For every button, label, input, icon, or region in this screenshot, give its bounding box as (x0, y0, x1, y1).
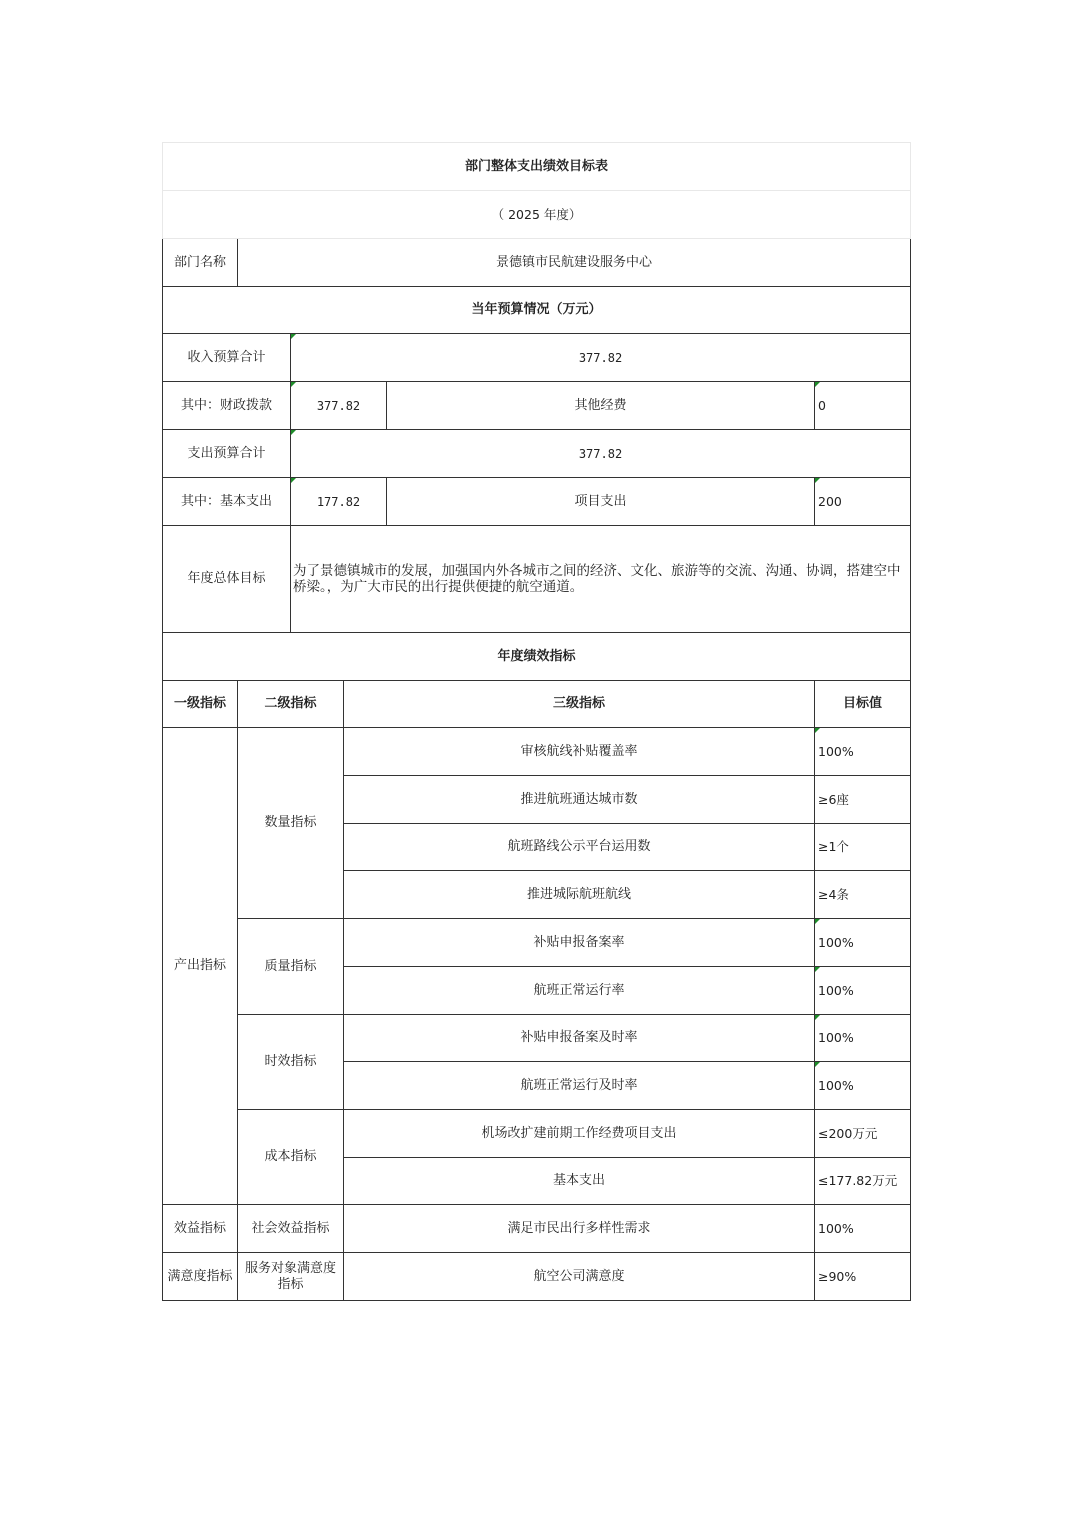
indicator-name: 满足市民出行多样性需求 (344, 1205, 815, 1253)
quality-indicator-label: 质量指标 (238, 919, 344, 1015)
indicator-value: 100% (815, 919, 911, 967)
social-benefit-indicator-label: 社会效益指标 (238, 1205, 344, 1253)
project-expense-label: 项目支出 (387, 478, 815, 526)
table-title: 部门整体支出绩效目标表 (163, 143, 911, 191)
indicator-value: 100% (815, 1062, 911, 1110)
quantity-indicator-label: 数量指标 (238, 728, 344, 919)
year-label: （ 2025 年度） (163, 191, 911, 239)
timeliness-indicator-label: 时效指标 (238, 1015, 344, 1110)
budget-section-title: 当年预算情况（万元） (163, 287, 911, 334)
project-expense-value: 200 (815, 478, 911, 526)
indicator-value: 100% (815, 1015, 911, 1062)
annual-goal-text: 为了景德镇城市的发展，加强国内外各城市之间的经济、文化、旅游等的交流、沟通、协调，搭建空中桥梁。，为广大市民的出行提供便捷的航空通道。 (291, 526, 911, 633)
indicator-name: 补贴申报备案及时率 (344, 1015, 815, 1062)
expense-total-label: 支出预算合计 (163, 430, 291, 478)
indicator-name: 航班正常运行及时率 (344, 1062, 815, 1110)
income-total-label: 收入预算合计 (163, 334, 291, 382)
indicator-value: ≥6座 (815, 776, 911, 824)
basic-expense-value: 177.82 (291, 478, 387, 526)
indicators-section-title: 年度绩效指标 (163, 633, 911, 681)
indicator-value: ≥1个 (815, 824, 911, 871)
indicator-value: ≥90% (815, 1253, 911, 1301)
benefit-indicator-label: 效益指标 (163, 1205, 238, 1253)
basic-expense-label: 其中：基本支出 (163, 478, 291, 526)
indicator-name: 审核航线补贴覆盖率 (344, 728, 815, 776)
fiscal-appropriation-label: 其中：财政拨款 (163, 382, 291, 430)
indicator-name: 航班正常运行率 (344, 967, 815, 1015)
indicator-name: 基本支出 (344, 1158, 815, 1205)
header-level2: 二级指标 (238, 681, 344, 728)
output-indicator-label: 产出指标 (163, 728, 238, 1205)
indicator-value: ≤200万元 (815, 1110, 911, 1158)
indicator-value: 100% (815, 1205, 911, 1253)
indicator-name: 航班路线公示平台运用数 (344, 824, 815, 871)
other-funds-label: 其他经费 (387, 382, 815, 430)
indicator-value: 100% (815, 728, 911, 776)
indicator-name: 航空公司满意度 (344, 1253, 815, 1301)
indicator-name: 机场改扩建前期工作经费项目支出 (344, 1110, 815, 1158)
indicator-name: 推进航班通达城市数 (344, 776, 815, 824)
header-level3: 三级指标 (344, 681, 815, 728)
annual-goal-label: 年度总体目标 (163, 526, 291, 633)
cost-indicator-label: 成本指标 (238, 1110, 344, 1205)
performance-target-table (162, 142, 911, 1301)
dept-name-value: 景德镇市民航建设服务中心 (238, 239, 911, 287)
header-level1: 一级指标 (163, 681, 238, 728)
indicator-value: ≤177.82万元 (815, 1158, 911, 1205)
indicator-name: 补贴申报备案率 (344, 919, 815, 967)
indicator-value: ≥4条 (815, 871, 911, 919)
indicator-name: 推进城际航班航线 (344, 871, 815, 919)
expense-total-value: 377.82 (291, 430, 911, 478)
service-satisfaction-indicator-label: 服务对象满意度指标 (238, 1253, 344, 1301)
satisfaction-indicator-label: 满意度指标 (163, 1253, 238, 1301)
dept-name-label: 部门名称 (163, 239, 238, 287)
header-target: 目标值 (815, 681, 911, 728)
fiscal-appropriation-value: 377.82 (291, 382, 387, 430)
indicator-value: 100% (815, 967, 911, 1015)
income-total-value: 377.82 (291, 334, 911, 382)
other-funds-value: 0 (815, 382, 911, 430)
